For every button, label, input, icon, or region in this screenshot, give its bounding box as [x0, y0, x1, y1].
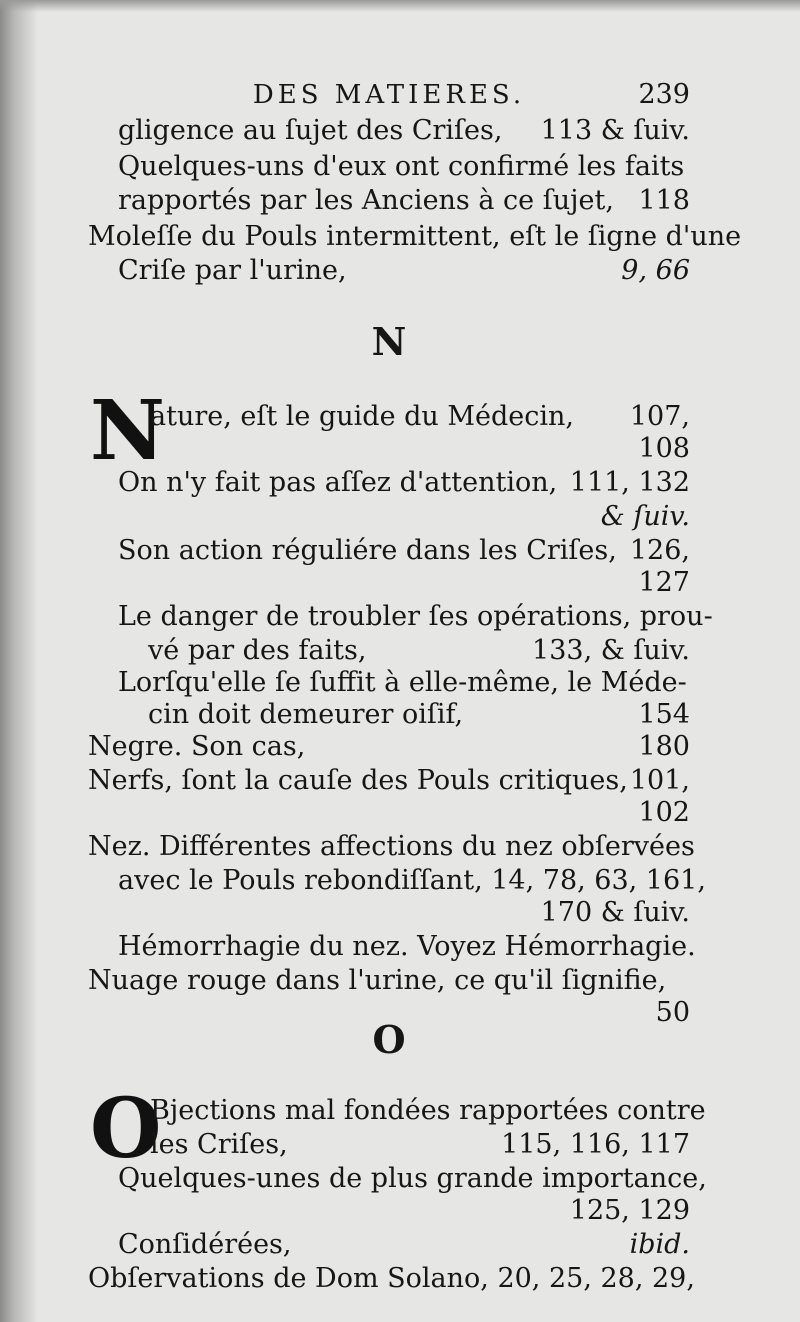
- entry-page-ref: 115, 116, 117: [501, 1129, 690, 1160]
- index-line: [88, 1262, 695, 1296]
- entry-text: Son action réguliére dans les Criſes,: [118, 535, 617, 566]
- entry-page-ref: 107,: [629, 401, 690, 432]
- entry-page-ref: & ſuiv.: [600, 501, 690, 532]
- entry-page-ref: 126,: [629, 535, 690, 566]
- entry-page-ref: 50: [655, 997, 690, 1028]
- index-line: [88, 634, 690, 668]
- entry-text: gligence au ſujet des Criſes,: [118, 115, 503, 146]
- running-head: [88, 78, 690, 112]
- entry-text: Negre. Son cas,: [88, 731, 306, 762]
- index-line: [88, 400, 690, 434]
- entry-page-ref: 111, 132: [569, 467, 690, 498]
- index-line: [88, 1094, 706, 1128]
- index-line: [88, 896, 690, 930]
- index-line: [88, 534, 690, 568]
- entry-text: Moleſſe du Pouls intermittent, eſt le ſigne d'une: [88, 221, 742, 252]
- entry-page-ref: 125, 129: [569, 1195, 690, 1226]
- entry-page-ref: 118: [638, 185, 690, 216]
- index-line: [88, 114, 690, 148]
- page-top-shadow: [0, 0, 800, 12]
- entry-text: les Criſes,: [150, 1129, 288, 1160]
- entry-page-ref: 180: [638, 731, 690, 762]
- index-line: [88, 254, 690, 288]
- index-line: [88, 764, 690, 798]
- entry-text: avec le Pouls rebondiſſant, 14, 78, 63, 161,: [118, 865, 706, 896]
- entry-page-ref: 170 & ſuiv.: [540, 897, 690, 928]
- page-gutter-shadow: [0, 0, 38, 1322]
- index-line: [88, 466, 690, 500]
- entry-page-ref: 127: [638, 567, 690, 598]
- index-line: [88, 1228, 690, 1262]
- entry-text: Criſe par l'urine,: [118, 255, 347, 286]
- entry-text: Quelques-uns d'eux ont confirmé les faits: [118, 151, 685, 182]
- entry-text: vé par des faits,: [148, 635, 367, 666]
- entry-page-ref: 102: [638, 797, 690, 828]
- index-line: [88, 930, 696, 964]
- entry-text: Nerfs, ſont la cauſe des Pouls critiques,: [88, 765, 628, 796]
- entry-page-ref: 133, & ſuiv.: [532, 635, 690, 666]
- page-number: 239: [638, 79, 690, 110]
- drop-cap-n: N: [90, 383, 165, 479]
- entry-page-ref: 113 & ſuiv.: [540, 115, 690, 146]
- entry-text: Conſidérées,: [118, 1229, 292, 1260]
- entry-text: Nez. Différentes affections du nez obſervées: [88, 831, 695, 862]
- index-line: [88, 796, 690, 830]
- drop-cap-o: O: [90, 1081, 162, 1177]
- entry-text: Quelques-unes de plus grande importance,: [118, 1163, 707, 1194]
- index-line: [88, 600, 713, 634]
- index-line: [88, 864, 706, 898]
- entry-page-ref: ibid.: [629, 1229, 690, 1260]
- entry-text: cin doit demeurer oiſif,: [148, 699, 464, 730]
- index-line: [88, 432, 690, 466]
- index-line: [88, 150, 690, 184]
- entry-text: rapportés par les Anciens à ce ſujet,: [118, 185, 614, 216]
- entry-page-ref: 101,: [629, 765, 690, 796]
- index-line: [88, 698, 690, 732]
- entry-text: Le danger de troubler ſes opérations, prou-: [118, 601, 713, 632]
- entry-text: Bjections mal fondées rapportées contre: [150, 1095, 706, 1126]
- index-line: [88, 220, 742, 254]
- index-line: [88, 666, 690, 700]
- index-line: [88, 830, 695, 864]
- index-line: [88, 1128, 690, 1162]
- index-line: [88, 500, 690, 534]
- entry-text: Lorſqu'elle ſe ſuffit à elle-même, le Méde-: [118, 667, 687, 698]
- running-head-title: DES MATIERES.: [252, 80, 526, 110]
- index-line: [88, 184, 690, 218]
- section-letter-o: O: [372, 1017, 406, 1062]
- index-line: [88, 566, 690, 600]
- index-line: [88, 964, 690, 998]
- entry-text: Nuage rouge dans l'urine, ce qu'il ſignifie,: [88, 965, 667, 996]
- entry-page-ref: 9, 66: [621, 255, 690, 286]
- entry-page-ref: 108: [638, 433, 690, 464]
- index-line: [88, 730, 690, 764]
- entry-page-ref: 154: [638, 699, 690, 730]
- entry-text: Obſervations de Dom Solano, 20, 25, 28, 29,: [88, 1263, 695, 1294]
- index-line: [88, 1194, 690, 1228]
- entry-text: On n'y fait pas aſſez d'attention,: [118, 467, 558, 498]
- entry-text: Hémorrhagie du nez. Voyez Hémorrhagie.: [118, 931, 696, 962]
- index-line: [88, 1162, 707, 1196]
- entry-text: ature, eſt le guide du Médecin,: [150, 401, 575, 432]
- section-letter-n: N: [371, 319, 407, 364]
